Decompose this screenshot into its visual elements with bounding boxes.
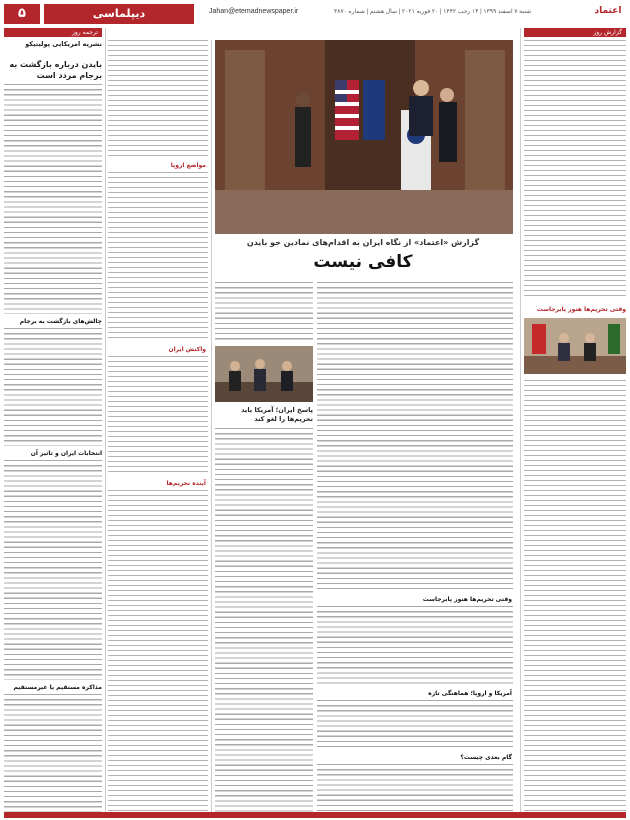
- meeting-photo: [215, 346, 313, 402]
- footer-bar: [4, 812, 626, 818]
- main-subhead-3: گام بعدی چیست؟: [460, 754, 512, 761]
- col2-text-3: [108, 356, 208, 476]
- column-divider: [105, 28, 106, 813]
- left-subhead-2: انتخابات ایران و تاثیر آن: [30, 450, 102, 457]
- left-column-text: [4, 84, 102, 314]
- left-column-text-3: [4, 460, 102, 680]
- site-email[interactable]: Jahan@etemadnewspaper.ir: [209, 8, 299, 15]
- left-subhead-3: مذاکره مستقیم یا غیرمستقیم: [13, 684, 102, 691]
- dateline: شنبه ۷ اسفند ۱۳۹۹ | ۱۴ رجب ۱۴۴۲ | ۲۰ فوریه ۲۰۲۱ | سال هشتم | شماره ۴۸۷۰: [334, 9, 532, 15]
- column-divider-2: [211, 40, 212, 812]
- main-subhead-2: آمریکا و اروپا؛ هماهنگی تازه: [428, 690, 512, 697]
- main-text-left-bottom: [215, 428, 313, 812]
- page-number: ۵: [4, 4, 40, 24]
- right-text-1: [524, 40, 626, 298]
- col2-text-2: [108, 172, 208, 342]
- col2-subhead-2: واکنش ایران: [168, 346, 206, 353]
- masthead-bar: [4, 4, 626, 24]
- col2-text-1: [108, 40, 208, 160]
- report-strip: گزارش روز: [524, 28, 626, 37]
- section-title: دیپلماسی: [44, 4, 194, 24]
- translation-strip: ترجمه روز: [4, 28, 102, 37]
- middle-caption: پاسخ ایران؛ آمریکا باید تحریم‌ها را لغو کند: [241, 406, 313, 423]
- meeting-image: [215, 346, 313, 402]
- main-text-right-4: [317, 764, 513, 812]
- col2-subhead-1: مواضع اروپا: [170, 162, 206, 169]
- main-photo: [215, 40, 513, 234]
- main-headline: کافی نیست: [313, 252, 413, 272]
- col2-subhead-3: آینده تحریم‌ها: [166, 480, 206, 487]
- newspaper-logo: اعتماد: [594, 6, 622, 16]
- left-subhead-1: چالش‌های بازگشت به برجام: [19, 318, 102, 325]
- main-kicker: گزارش «اعتماد» از نگاه ایران به اقدام‌های نمادین جو بایدن: [246, 238, 480, 247]
- left-column-text-2: [4, 328, 102, 446]
- col2-text-4: [108, 490, 208, 812]
- main-text-right-2: [317, 606, 513, 686]
- main-text-right: [317, 282, 513, 592]
- left-column-text-4: [4, 694, 102, 812]
- left-story-title: بایدن درباره بازگشت به برجام مردد است: [9, 60, 102, 80]
- main-text-left-top: [215, 282, 313, 342]
- side-photo: [524, 318, 626, 374]
- right-subhead: وقتی تحریم‌ها هنوز پابرجاست: [536, 306, 626, 313]
- diplomatic-meeting-image: [524, 318, 626, 374]
- main-subhead-1: وقتی تحریم‌ها هنوز پابرجاست: [422, 596, 512, 603]
- right-text-2: [524, 380, 626, 812]
- left-byline: نشریه امریکایی پولیتیکو: [25, 40, 102, 48]
- main-text-right-3: [317, 700, 513, 750]
- press-conference-image: [215, 40, 513, 234]
- column-divider-3: [520, 28, 521, 813]
